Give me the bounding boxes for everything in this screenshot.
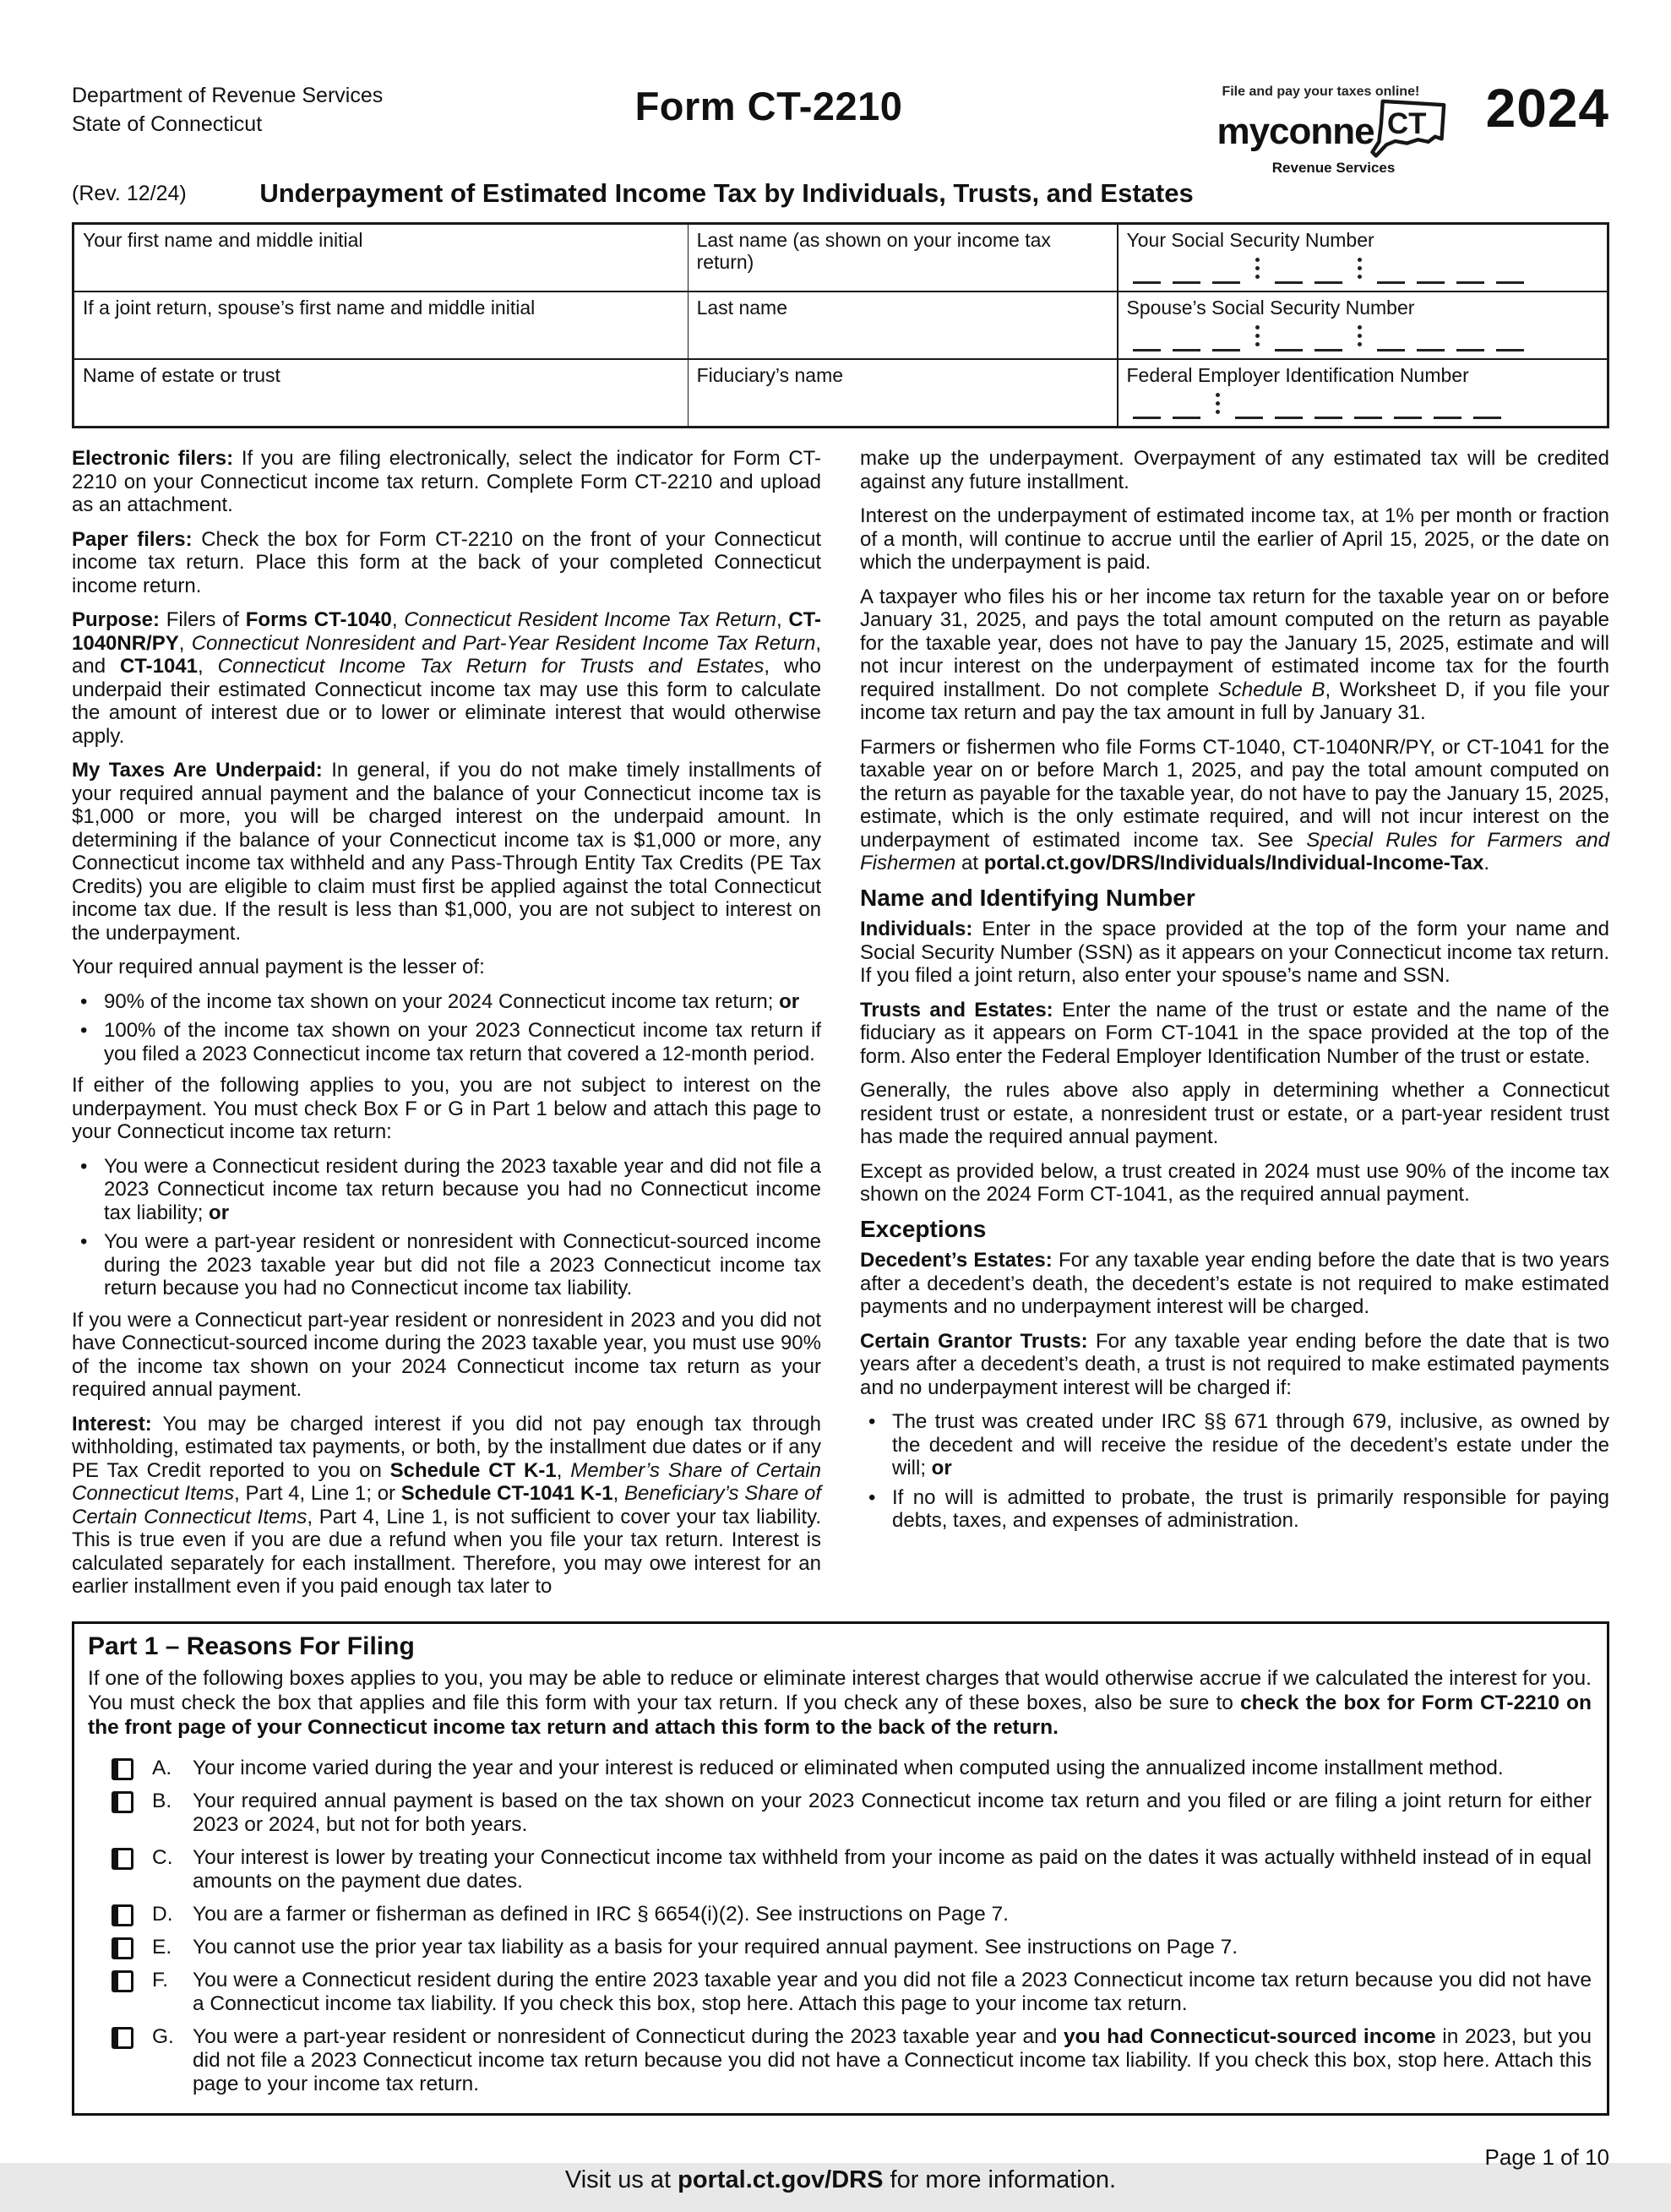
estate-trust-name-field[interactable] [74, 360, 688, 426]
bullet-item: • 100% of the income tax shown on your 2023 Connecticut income tax return if you filed a 2023 Connecticut income tax return that covered a 12-month period. [72, 1019, 821, 1065]
form-title: Form CT-2210 [634, 84, 903, 128]
title-block [435, 81, 1102, 129]
svg-text:CT: CT [1386, 107, 1427, 141]
digit-blank [1212, 268, 1240, 284]
footer [72, 2144, 1609, 2212]
logo-brand [1217, 96, 1450, 166]
reason-letter-E: E. [152, 1935, 172, 1959]
part1-section [72, 1621, 1609, 2116]
revision-label: (Rev. 12/24) [72, 182, 187, 205]
fiduciary-name-field[interactable] [688, 360, 1117, 426]
fein-field[interactable] [1117, 360, 1607, 426]
reason-row-A [88, 1757, 1592, 1780]
ssn-field[interactable] [1117, 225, 1607, 291]
reason-row-C [88, 1846, 1592, 1893]
bullet-item: • 90% of the income tax shown on your 2024 Connecticut income tax return; or [72, 990, 821, 1014]
digit-blank [1212, 335, 1240, 351]
tax-year: 2024 [1485, 78, 1609, 139]
connecticut-state-icon [1369, 96, 1451, 166]
checkbox-B[interactable] [112, 1791, 133, 1813]
paragraph: Purpose: Filers of Forms CT-1040, Connecticut Resident Income Tax Return, CT-1040NR/PY, Connecticut Nonresident and Part-Year Resident Income Tax Return, and CT-1041, Connecticut Income Tax Return for Trusts and Estates, who underpaid their estimated Connecticut income tax may use this form to calculate the amount of interest due or to lower or eliminate interest that would otherwise apply. [72, 608, 821, 748]
checkbox-A[interactable] [112, 1758, 133, 1780]
digit-blank [1235, 403, 1263, 419]
visit-text-post: for more information. [883, 2166, 1117, 2193]
reason-row-F [88, 1969, 1592, 2016]
checkbox-F[interactable] [112, 1970, 133, 1992]
reason-text-F: You were a Connecticut resident during the entire 2023 taxable year and you did not file a 2023 Connecticut income tax return because you did not have a Connecticut income tax liability. If you check this box, stop here. Attach this page to your income tax return. [193, 1968, 1592, 2015]
paragraph: Paper filers: Check the box for Form CT-2210 on the front of your Connecticut income tax return. Place this form at the back of your completed Connecticut income return. [72, 527, 821, 597]
paragraph: Except as provided below, a trust created in 2024 must use 90% of the income tax shown on the 2024 Form CT-1041, as the required annual payment. [860, 1159, 1609, 1206]
digit-blank [1133, 268, 1161, 284]
logo-brand-text: myconne [1217, 110, 1374, 152]
spouse-first-name-field-label: If a joint return, spouse’s first name and middle initial [83, 297, 536, 319]
reason-row-E [88, 1936, 1592, 1959]
paragraph: Certain Grantor Trusts: For any taxable year ending before the date that is two years after a decedent’s death, a trust is not required to make estimated payments and no underpayment interest will be charged if: [860, 1329, 1610, 1399]
logo-tagline: File and pay your taxes online! [1222, 84, 1420, 99]
bullet-item: • You were a part-year resident or nonresident with Connecticut-sourced income during the 2023 taxable year but did not file a 2023 Connecticut income tax return because you had no Connecticut income tax liability. [72, 1230, 821, 1300]
digit-separator-dots-icon [1358, 325, 1362, 351]
bullet-item: • The trust was created under IRC §§ 671 through 679, inclusive, as owned by the decedent and will receive the residue of the decedent’s estate under the will; or [860, 1410, 1609, 1480]
visit-line [72, 2144, 1609, 2194]
digit-blank [1417, 335, 1445, 351]
logo-subtext: Revenue Services [1271, 160, 1396, 176]
digit-separator-dots-icon [1255, 325, 1260, 351]
fiduciary-name-field-label: Fiduciary’s name [696, 364, 844, 386]
paragraph: My Taxes Are Underpaid: In general, if you do not make timely installments of your required annual payment and the balance of your Connecticut income tax is $1,000 or more, you will be charged interest on the underpaid amount. In determining if the balance of your Connecticut income tax is $1,000 or more, any Connecticut income tax withheld and any Pass-Through Entity Tax Credits (PE Tax Credits) you are eligible to claim must first be applied against the total Connecticut income tax due. If the result is less than $1,000, you are not subject to interest on the underpayment. [72, 759, 822, 945]
first-name-field[interactable] [74, 225, 688, 291]
spouse-ssn-field-label: Spouse’s Social Security Number [1126, 297, 1415, 319]
digit-blank [1354, 403, 1382, 419]
digit-blank [1456, 335, 1484, 351]
reason-text-A: Your income varied during the year and your interest is reduced or eliminated when computed using the annualized income installment method. [193, 1756, 1504, 1779]
paragraph: Electronic filers: If you are filing electronically, select the indicator for Form CT- 2210 on your Connecticut income tax return. Complete Form CT-2210 and upload as an attachment. [72, 447, 821, 516]
spouse-ssn-field[interactable] [1117, 292, 1607, 358]
digit-blank [1173, 403, 1200, 419]
digit-separator-dots-icon [1358, 258, 1362, 284]
digit-blank [1314, 268, 1342, 284]
spouse-first-name-field[interactable] [74, 292, 688, 358]
paragraph: Farmers or fishermen who file Forms CT-1040, CT-1040NR/PY, or CT-1041 for the taxable year on or before March 1, 2025, and pay the total amount computed on the return as payable for the taxable year, do not have to pay the January 15, 2025, estimate, which is the only estimate required, and will not incur interest on the underpayment of estimated income tax. See Special Rules for Farmers and Fishermen at portal.ct.gov/DRS/Individuals/Individual-Income-Tax. [860, 735, 1609, 874]
paragraph: A taxpayer who files his or her income tax return for the taxable year on or before January 31, 2025, and pays the total amount computed on the return as payable for the taxable year, does not have to pay the January 15, 2025, estimate and will not incur interest on the underpayment of estimated income tax for the fourth required installment. Do not complete Schedule B, Worksheet D, if you file your income tax return and pay the tax amount in full by January 31. [860, 585, 1609, 724]
part1-checklist [88, 1757, 1592, 2096]
paragraph: make up the underpayment. Overpayment of any estimated tax will be credited against any future installment. [860, 447, 1609, 493]
fein-field-label: Federal Employer Identification Number [1126, 364, 1469, 386]
digit-blank [1314, 403, 1342, 419]
reason-letter-B: B. [152, 1789, 172, 1812]
paragraph: Decedent’s Estates: For any taxable year ending before the date that is two years after a decedent’s death, the decedent’s estate is not required to make estimated payments and no underpayment interest will be charged. [860, 1249, 1609, 1318]
estate-trust-name-field-label: Name of estate or trust [83, 364, 280, 386]
digit-blank [1434, 403, 1461, 419]
body-columns [72, 447, 1609, 1610]
paragraph: Generally, the rules above also apply in determining whether a Connecticut resident trust or estate, a nonresident trust or estate, or a part-year resident trust has made the required annual payment. [860, 1079, 1609, 1148]
paragraph: Interest on the underpayment of estimated income tax, at 1% per month or fraction of a month, will continue to accrue until the earlier of April 15, 2025, or the date on which the underpayment is paid. [860, 504, 1609, 574]
agency-line2: State of Connecticut [72, 112, 263, 136]
checkbox-C[interactable] [112, 1848, 133, 1870]
part1-intro: If one of the following boxes applies to you, you may be able to reduce or eliminate interest charges that would otherwise accrue if we calculated the interest for you. You must check the box that applies and file this form with your tax return. If you check any of these boxes, also be sure to check the box for Form CT-2210 on the front page of your Connecticut income tax return and attach this form to the back of the return. [88, 1666, 1592, 1739]
bullet-list [72, 1155, 821, 1300]
agency-line1: Department of Revenue Services [72, 84, 384, 107]
bullet-item: • You were a Connecticut resident during the 2023 taxable year and did not file a 2023 Connecticut income tax return because you had no Connecticut income tax liability; or [72, 1155, 821, 1225]
checkbox-D[interactable] [112, 1904, 133, 1926]
digit-blank [1473, 403, 1501, 419]
id-table [72, 222, 1609, 428]
fein-field-blanks[interactable] [1127, 393, 1598, 421]
digit-separator-dots-icon [1216, 393, 1220, 419]
digit-blank [1377, 268, 1405, 284]
header-row2 [72, 177, 1609, 214]
checkbox-G[interactable] [112, 2027, 133, 2049]
digit-blank [1496, 268, 1524, 284]
digit-blank [1456, 268, 1484, 284]
first-name-field-label: Your first name and middle initial [83, 229, 363, 251]
spouse-ssn-field-blanks[interactable] [1127, 325, 1598, 353]
section-heading: Exceptions [860, 1215, 987, 1242]
reason-row-G [88, 2025, 1592, 2096]
reason-text-B: Your required annual payment is based on the tax shown on your 2023 Connecticut income tax return and you filed or are filing a joint return for either 2023 or 2024, but not for both years. [193, 1789, 1592, 1836]
reason-letter-G: G. [152, 2024, 174, 2048]
digit-blank [1314, 335, 1342, 351]
ssn-field-blanks[interactable] [1127, 258, 1598, 286]
bullet-list [860, 1410, 1609, 1533]
reason-row-D [88, 1903, 1592, 1926]
visit-text-pre: Visit us at [564, 2166, 678, 2193]
digit-blank [1173, 335, 1200, 351]
bullet-item: • If no will is admitted to probate, the trust is primarily responsible for paying debts, taxes, and expenses of administration. [860, 1486, 1609, 1533]
digit-blank [1173, 268, 1200, 284]
form-subtitle: Underpayment of Estimated Income Tax by Individuals, Trusts, and Estates [259, 178, 1194, 208]
reason-row-B [88, 1790, 1592, 1837]
id-table-row [74, 358, 1607, 426]
spouse-last-name-field[interactable] [688, 292, 1117, 358]
digit-blank [1275, 268, 1303, 284]
reason-letter-A: A. [152, 1756, 172, 1779]
id-table-row [74, 291, 1607, 358]
digit-separator-dots-icon [1255, 258, 1260, 284]
digit-blank [1133, 403, 1161, 419]
digit-blank [1394, 403, 1422, 419]
reason-text-G: You were a part-year resident or nonresident of Connecticut during the 2023 taxable year and you had Connecticut-sourced income in 2023, but you did not file a 2023 Connecticut income tax return because you did not have a Connecticut income tax liability. If you check this box, stop here. Attach this page to your income tax return. [193, 2024, 1592, 2095]
bullet-list [72, 990, 821, 1066]
digit-blank [1377, 335, 1405, 351]
reason-letter-F: F. [152, 1968, 169, 1991]
spouse-last-name-field-label: Last name [696, 297, 787, 319]
paragraph: Your required annual payment is the lesser of: [72, 956, 485, 978]
reason-letter-C: C. [152, 1845, 173, 1869]
ssn-field-label: Your Social Security Number [1126, 229, 1374, 251]
digit-blank [1496, 335, 1524, 351]
part1-title: Part 1 – Reasons For Filing [88, 1632, 415, 1660]
checkbox-E[interactable] [112, 1937, 133, 1959]
last-name-field[interactable] [688, 225, 1117, 291]
digit-blank [1417, 268, 1445, 284]
reason-letter-D: D. [152, 1902, 173, 1926]
section-heading: Name and Identifying Number [860, 884, 1195, 911]
last-name-field-label: Last name (as shown on your income tax return) [696, 229, 1051, 273]
reason-text-D: You are a farmer or fisherman as defined in IRC § 6654(i)(2). See instructions on Page 7. [193, 1902, 1009, 1926]
myconnect-logo [1217, 84, 1450, 177]
digit-blank [1275, 335, 1303, 351]
reason-text-E: You cannot use the prior year tax liability as a basis for your required annual payment. See instructions on Page 7. [193, 1935, 1238, 1959]
portal-link[interactable]: portal.ct.gov/DRS [678, 2166, 884, 2193]
paragraph: If you were a Connecticut part-year resident or nonresident in 2023 and you did not have Connecticut-sourced income during the 2023 taxable year, you must use 90% of the income tax shown on your 2024 Connecticut income tax return as your required annual payment. [72, 1308, 821, 1401]
paragraph: If either of the following applies to you, you are not subject to interest on the underpayment. You must check Box F or G in Part 1 below and attach this page to your Connecticut income tax return: [72, 1074, 821, 1143]
agency-block [72, 81, 435, 139]
reason-text-C: Your interest is lower by treating your Connecticut income tax withheld from your income as paid on the dates it was actually withheld instead of in equal amounts on the payment due dates. [193, 1845, 1592, 1893]
right-column [860, 447, 1609, 1610]
paragraph: Interest: You may be charged interest if you did not pay enough tax through withholding, estimated tax payments, or both, by the installment due dates or if any PE Tax Credit reported to you on Schedule CT K-1, Member’s Share of Certain Connecticut Items, Part 4, Line 1; or Schedule CT-1041 K-1, Beneficiary’s Share of Certain Connecticut Items, Part 4, Line 1, is not sufficient to cover your tax liability. This is true even if you are due a refund when you file your tax return. Interest is calculated separately for each installment. Therefore, you may owe interest for an earlier installment even if you paid enough tax later to [72, 1412, 822, 1598]
left-column [72, 447, 821, 1610]
header [72, 78, 1609, 177]
id-table-row [74, 225, 1607, 291]
header-right [1102, 78, 1609, 177]
page-number: Page 1 of 10 [1484, 2144, 1609, 2170]
digit-blank [1275, 403, 1303, 419]
paragraph: Individuals: Enter in the space provided at the top of the form your name and Social Security Number (SSN) as it appears on your Connecticut income tax return. If you filed a joint return, also enter your spouse’s name and SSN. [860, 918, 1609, 987]
digit-blank [1133, 335, 1161, 351]
paragraph: Trusts and Estates: Enter the name of the trust or estate and the name of the fiduciary as it appears on Form CT-1041 in the space provided at the top of the form. Also enter the Federal Employer Identification Number of the trust or estate. [860, 998, 1609, 1068]
